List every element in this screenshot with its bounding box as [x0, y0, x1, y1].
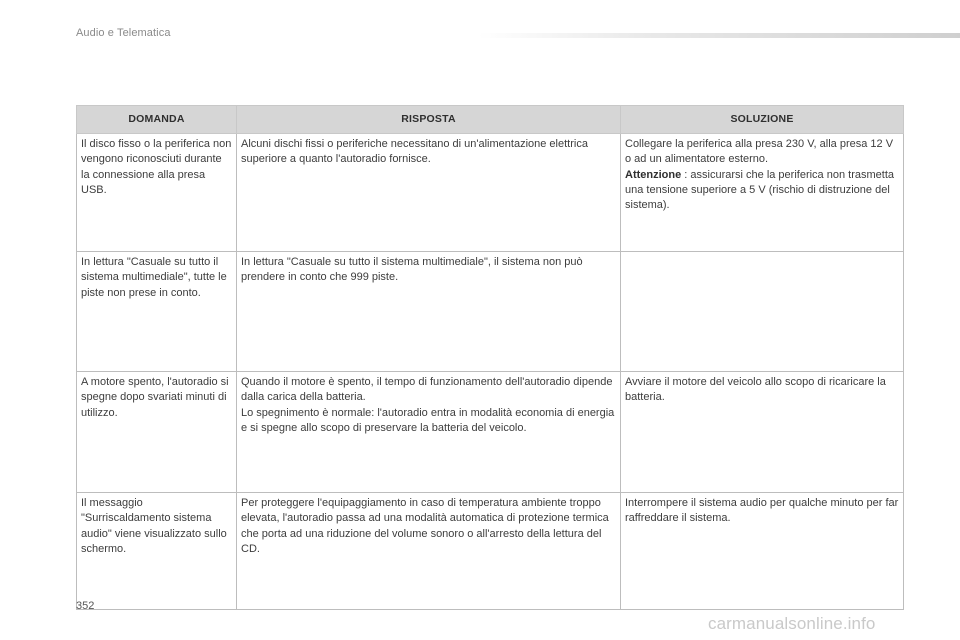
- cell-soluzione: [621, 252, 904, 372]
- table-row: [77, 252, 904, 372]
- table-row: [77, 134, 904, 252]
- column-header-soluzione: SOLUZIONE: [621, 106, 904, 134]
- cell-risposta: Per proteggere l'equipaggiamento in caso di temperatura ambiente troppo elevata, l'autoradio passa ad una modalità automatica di protezione termica che porta ad una riduzione del volume sonoro o all'arresto della lettura del CD.: [237, 493, 621, 610]
- cell-domanda: In lettura "Casuale su tutto il sistema multimediale", tutte le piste non prese in conto.: [77, 252, 237, 372]
- cell-risposta: [237, 372, 621, 493]
- warning-text: : assicurarsi che la periferica non trasmetta una tensione superiore a 5 V (rischio di distruzione del sistema).: [625, 168, 894, 212]
- cell-domanda: Il messaggio "Surriscaldamento sistema audio" viene visualizzato sullo schermo.: [77, 493, 237, 610]
- cell-soluzione-text: Collegare la periferica alla presa 230 V, alla presa 12 V o ad un alimentatore esterno.: [625, 138, 894, 166]
- watermark: carmanualsonline.info: [708, 614, 876, 633]
- cell-soluzione: Interrompere il sistema audio per qualche minuto per far raffreddare il sistema.: [621, 493, 904, 610]
- cell-risposta: Alcuni dischi fissi o periferiche necessitano di un'alimentazione elettrica superiore a quanto l'autoradio fornisce.: [237, 134, 621, 252]
- cell-risposta-text: Quando il motore è spento, il tempo di funzionamento dell'autoradio dipende dalla carica della batteria.: [241, 376, 613, 404]
- cell-soluzione: Avviare il motore del veicolo allo scopo di ricaricare la batteria.: [621, 372, 904, 493]
- section-title: Audio e Telematica: [76, 27, 171, 39]
- table-row: [77, 493, 904, 610]
- cell-risposta: In lettura "Casuale su tutto il sistema multimediale", il sistema non può prendere in conto che 999 piste.: [237, 252, 621, 372]
- cell-soluzione: [621, 134, 904, 252]
- table-row: [77, 372, 904, 493]
- warning-label: Attenzione: [625, 168, 682, 181]
- faq-table: [76, 105, 904, 610]
- column-header-domanda: DOMANDA: [77, 106, 237, 134]
- table-header-row: [77, 106, 904, 134]
- cell-domanda: Il disco fisso o la periferica non vengono riconosciuti durante la connessione alla presa USB.: [77, 134, 237, 252]
- cell-domanda: A motore spento, l'autoradio si spegne dopo svariati minuti di utilizzo.: [77, 372, 237, 493]
- cell-risposta-extra: Lo spegnimento è normale: l'autoradio entra in modalità economia di energia e si spegne allo scopo di preservare la batteria del veicolo.: [241, 406, 615, 434]
- page-number: 352: [76, 600, 95, 612]
- header-decorative-bar: [478, 33, 960, 38]
- column-header-risposta: RISPOSTA: [237, 106, 621, 134]
